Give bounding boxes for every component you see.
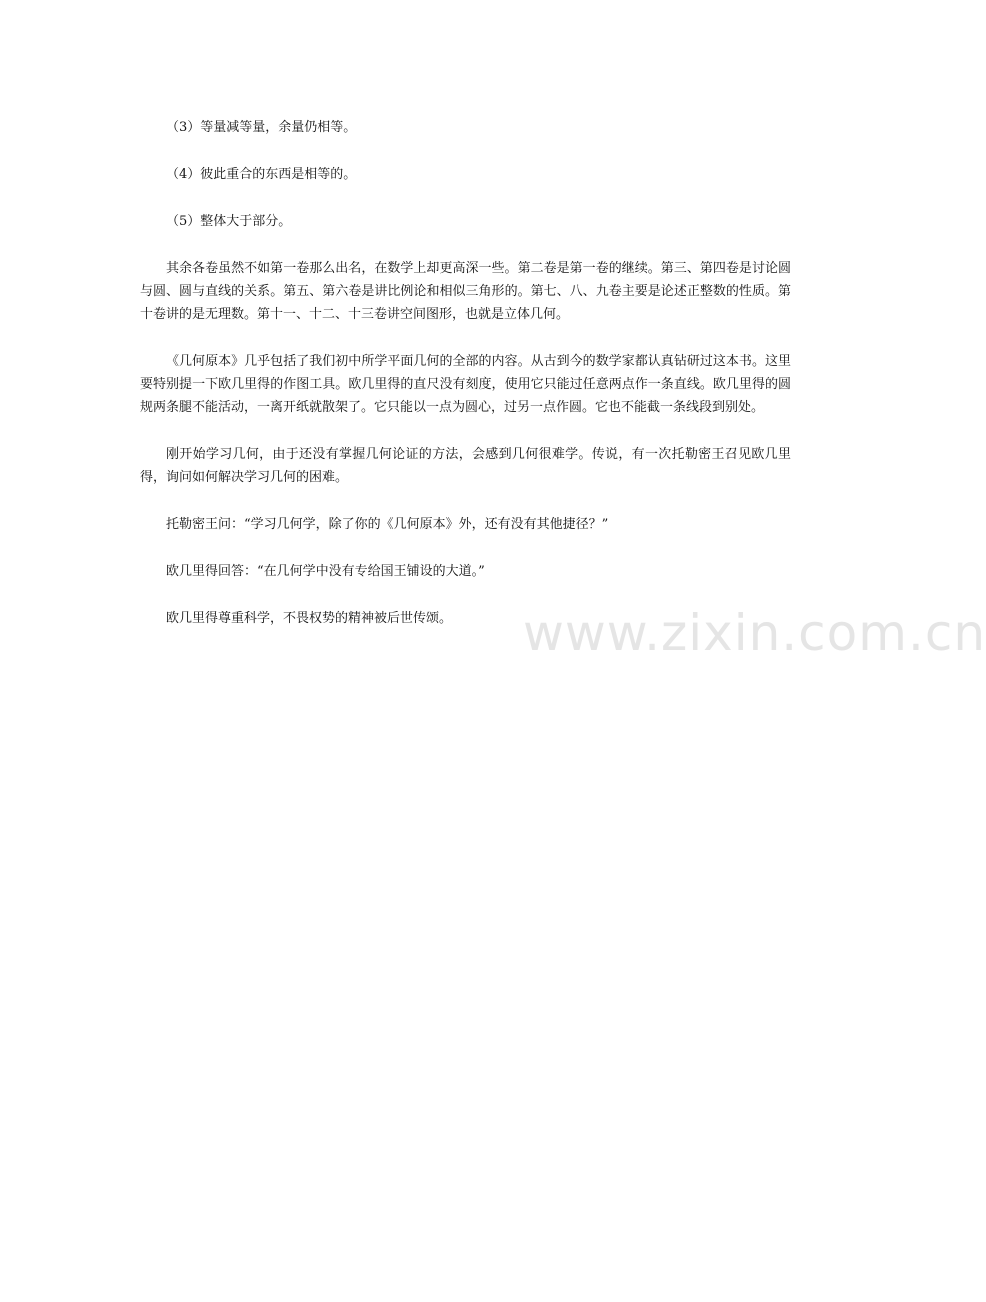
document-body (140, 116, 791, 654)
paragraph-other-volumes: 其余各卷虽然不如第一卷那么出名，在数学上却更高深一些。第二卷是第一卷的继续。第三、第四卷是讨论圆与圆、圆与直线的关系。第五、第六卷是讲比例论和相似三角形的。第七、八、九卷主要是论述正整数的性质。第十卷讲的是无理数。第十一、十二、十三卷讲空间图形，也就是立体几何。 (140, 261, 791, 322)
axiom-item-5: （5）整体大于部分。 (166, 214, 292, 229)
paragraph-conclusion: 欧几里得尊重科学，不畏权势的精神被后世传颂。 (166, 611, 453, 626)
watermark: www.zixin.com.cn (523, 604, 986, 662)
paragraph-ptolemy-question: 托勒密王问：“学习几何学，除了你的《几何原本》外，还有没有其他捷径？” (166, 517, 609, 532)
paragraph-learning-geometry: 刚开始学习几何，由于还没有掌握几何论证的方法，会感到几何很难学。传说，有一次托勒密王召见欧几里得，询问如何解决学习几何的困难。 (140, 447, 791, 485)
paragraph-elements-content: 《几何原本》几乎包括了我们初中所学平面几何的全部的内容。从古到今的数学家都认真钻研过这本书。这里要特别提一下欧几里得的作图工具。欧几里得的直尺没有刻度，使用它只能过任意两点作一条直线。欧几里得的圆规两条腿不能活动，一离开纸就散架了。它只能以一点为圆心，过另一点作圆。它也不能截一条线段到别处。 (140, 354, 791, 415)
axiom-item-3: （3）等量减等量，余量仍相等。 (166, 120, 357, 135)
axiom-item-4: （4）彼此重合的东西是相等的。 (166, 167, 357, 182)
paragraph-euclid-answer: 欧几里得回答：“在几何学中没有专给国王铺设的大道。” (166, 564, 485, 579)
